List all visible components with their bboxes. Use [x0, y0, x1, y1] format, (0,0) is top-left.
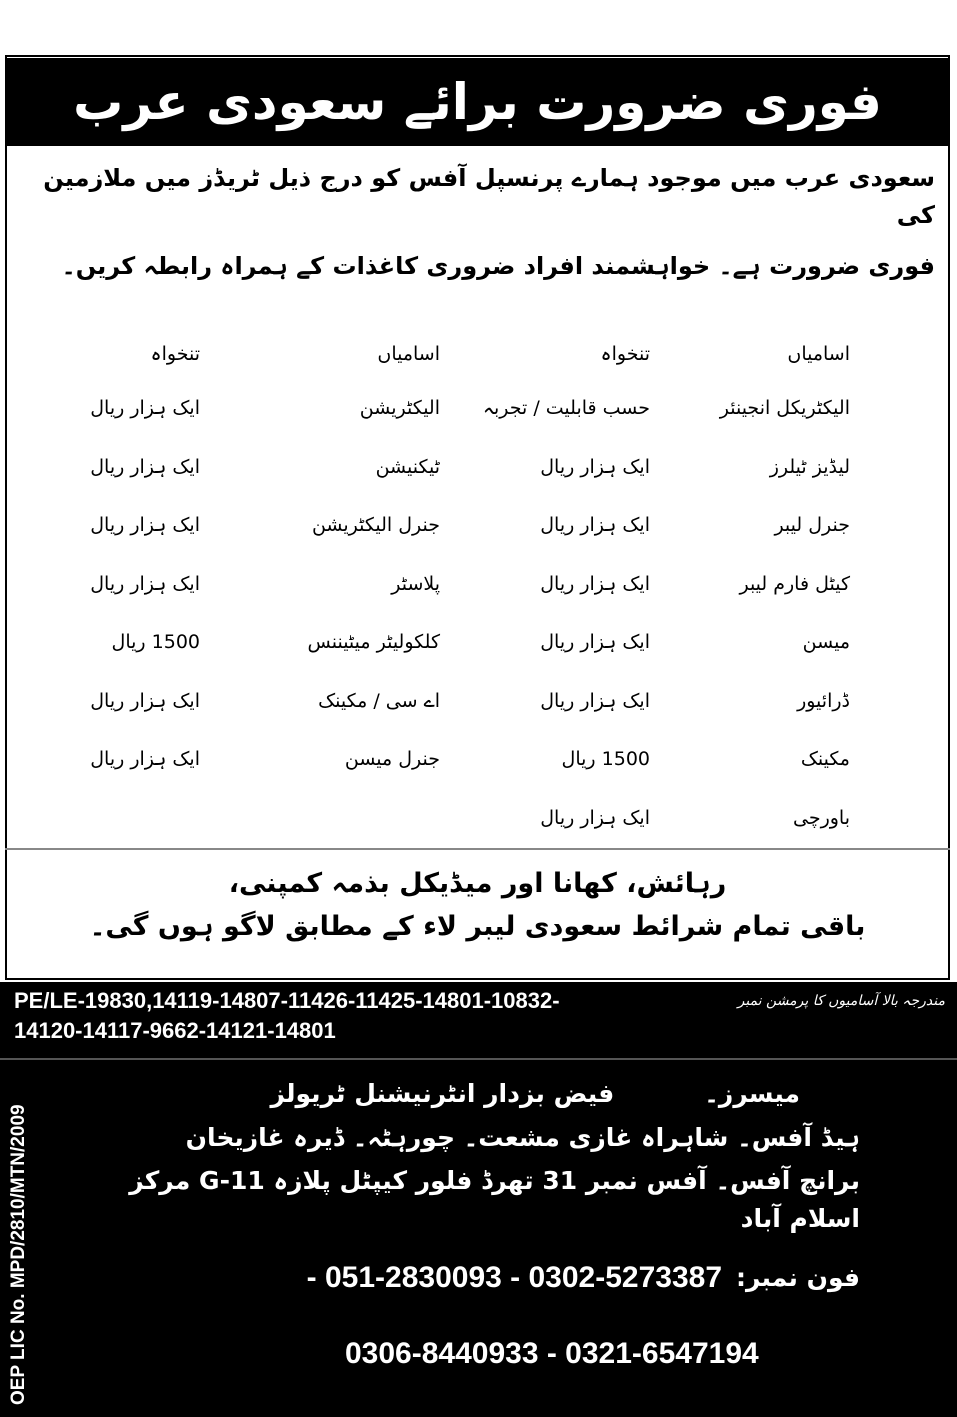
intro-line-1: سعودی عرب میں موجود ہمارے پرنسپل آفس کو درج ذیل ٹریڈز میں ملازمین کی — [43, 164, 935, 230]
phones-line-1: - 051-2830093 - 0302-5273387 — [306, 1260, 722, 1294]
divider — [5, 848, 950, 850]
permission-numbers-1: PE/LE-19830,14119-14807-11426-11425-14801-10832- — [14, 988, 560, 1013]
column-header: تنخواہ — [600, 343, 650, 365]
license-number: OEP LIC No. MPD/2810/MTN/2009 — [8, 1104, 29, 1405]
job-post: ڈرائیور — [797, 689, 850, 712]
job-salary: ایک ہزار ریال — [90, 689, 200, 712]
job-salary: ایک ہزار ریال — [540, 689, 650, 712]
company-name: فیض بزدار انٹرنیشنل ٹریولز — [270, 1079, 615, 1108]
job-post: جنرل الیکٹریشن — [311, 514, 440, 536]
phones-line-2: 0306-8440933 - 0321-6547194 — [345, 1336, 759, 1370]
job-salary: 1500 ریال — [111, 631, 200, 653]
ad-title: فوری ضرورت برائے سعودی عرب — [5, 58, 950, 146]
job-salary: ایک ہزار ریال — [90, 397, 200, 419]
job-salary: ایک ہزار ریال — [90, 455, 200, 478]
job-post: لیڈیز ٹیلرز — [769, 455, 850, 478]
messrs: میسرز۔ — [704, 1079, 800, 1108]
job-post: مکینک — [800, 748, 850, 770]
job-salary: ایک ہزار ریال — [90, 514, 200, 536]
job-salary: ایک ہزار ریال — [540, 806, 650, 829]
job-post: جنرل لیبر — [774, 514, 850, 536]
job-post: اے سی / مکینک — [318, 689, 440, 712]
branch-office: برانچ آفس۔ آفس نمبر 31 تھرڈ فلور کیپٹل پلازہ G-11 مرکز اسلام آباد — [129, 1166, 860, 1233]
intro-line-2: فوری ضرورت ہے۔ خواہشمند افراد ضروری کاغذات کے ہمراہ رابطہ کریں۔ — [61, 252, 935, 281]
job-salary: ایک ہزار ریال — [540, 455, 650, 478]
job-salary: حسب قابلیت / تجربہ — [482, 397, 650, 419]
job-post: ٹیکنیشن — [375, 455, 440, 478]
permission-numbers-2: 14120-14117-9662-14121-14801 — [14, 1018, 336, 1043]
column-header: اسامیاں — [377, 343, 440, 365]
permission-label: مندرجہ بالا آسامیوں کا پرمشن نمبر — [737, 993, 945, 1009]
benefits-line-1: رہائش، کھانا اور میڈیکل بذمہ کمپنی، — [228, 868, 727, 899]
phone-label: فون نمبر: — [736, 1263, 860, 1292]
job-salary: ایک ہزار ریال — [540, 572, 650, 595]
column-header: تنخواہ — [150, 343, 200, 365]
job-salary: ایک ہزار ریال — [540, 631, 650, 653]
job-post: جنرل میسن — [344, 748, 440, 770]
job-post: باورچی — [792, 806, 850, 829]
job-salary: ایک ہزار ریال — [90, 748, 200, 770]
intro — [20, 160, 935, 300]
benefits — [20, 862, 935, 948]
job-post: الیکٹریشن — [359, 397, 440, 419]
job-salary: ایک ہزار ریال — [540, 514, 650, 536]
company-details — [60, 1075, 860, 1371]
job-post: الیکٹریکل انجینئر — [719, 397, 850, 419]
job-post: کیٹل فارم لیبر — [739, 572, 850, 595]
benefits-line-2: باقی تمام شرائط سعودی لیبر لاء کے مطابق لاگو ہوں گی۔ — [89, 911, 866, 943]
divider — [0, 1058, 957, 1060]
column-header: اسامیاں — [787, 343, 850, 365]
job-post: میسن — [802, 631, 850, 653]
head-office: ہیڈ آفس۔ شاہراہ غازی مشعت۔ چورہٹہ۔ ڈیرہ غازیخان — [185, 1122, 860, 1152]
job-post: کلکولیٹر میٹیننس — [307, 631, 440, 653]
job-post: پلاسٹر — [391, 572, 440, 595]
job-salary: 1500 ریال — [561, 748, 650, 770]
job-salary: ایک ہزار ریال — [90, 572, 200, 595]
